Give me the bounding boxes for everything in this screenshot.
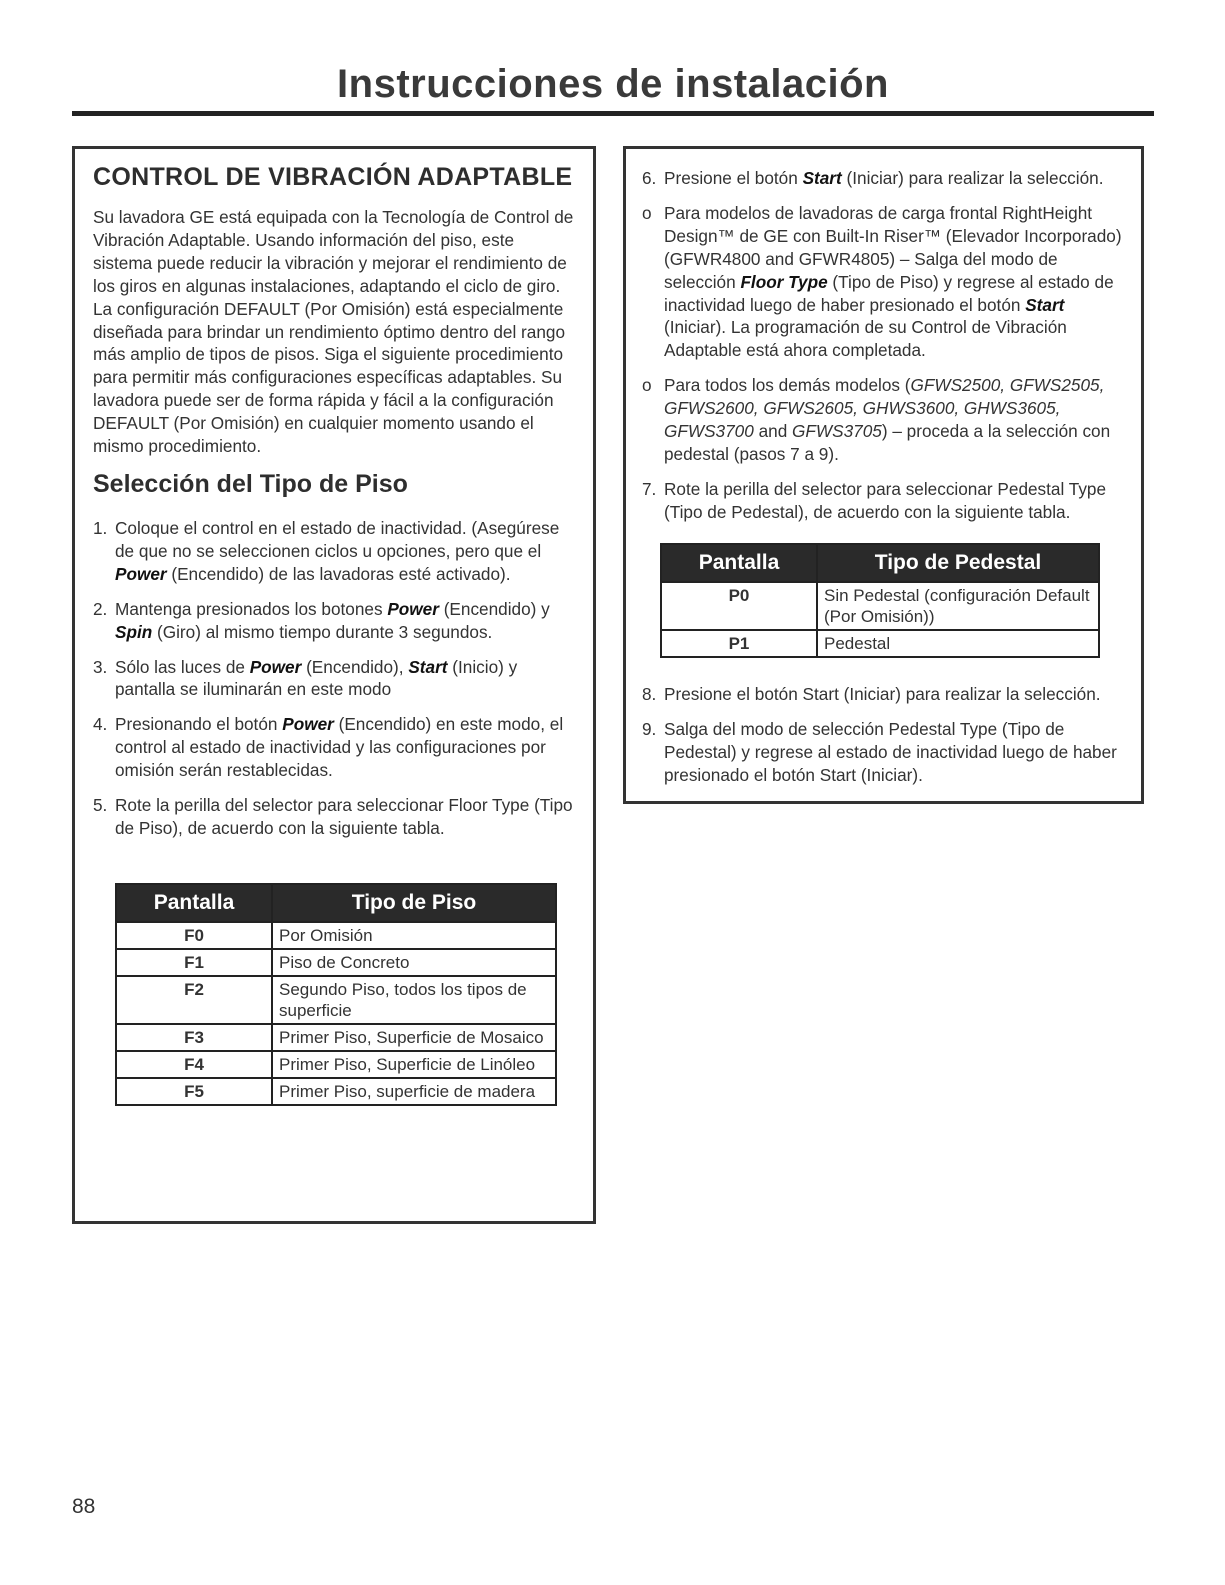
pedestal-type-desc: Pedestal (817, 630, 1099, 657)
list-item (642, 202, 1125, 362)
step-number: 6. (642, 168, 657, 188)
button-name: Power (282, 714, 334, 735)
step-text: Mantenga presionados los botones (115, 598, 388, 619)
step-text: Coloque el control en el estado de inactividad. (Asegúrese de que no se seleccionen ciclos u opciones, pero que el (115, 517, 560, 561)
floor-type-desc: Segundo Piso, todos los tipos de superficie (272, 976, 556, 1024)
section-heading: CONTROL DE VIBRACIÓN ADAPTABLE (93, 163, 573, 191)
step-text: Para modelos de lavadoras de carga frontal RightHeight Design™ de GE con Built-In Riser™ (Elevador Incorporado) (GFWR4800 and GFWR4805) – Salga del modo de selección (664, 202, 1122, 292)
table-header-pedestal-type: Tipo de Pedestal (817, 544, 1099, 582)
step-number: 8. (642, 684, 657, 704)
floor-type-table (115, 883, 557, 1106)
display-code: P1 (661, 630, 817, 657)
table-header-display: Pantalla (661, 544, 817, 582)
step-text: (Iniciar). La programación de su Control de Vibración Adaptable está ahora completada. (664, 317, 1067, 361)
list-item (642, 683, 1127, 706)
intro-paragraph: Su lavadora GE está equipada con la Tecnología de Control de Vibración Adaptable. Usando información del piso, este sistema puede reducir la vibración y mejorar el rendimiento de los giros en algunas instalaciones, adaptando el ciclo de giro. La configuración DEFAULT (Por Omisión) está especialmente diseñada para brindar un rendimiento óptimo dentro del rango más amplio de tipos de pisos. Siga el siguiente procedimiento para permitir más configuraciones específicas adaptables. Su lavadora puede ser de forma rápida y fácil a la configuración DEFAULT (Por Omisión) en cualquier momento usando el mismo procedimiento. (93, 207, 574, 457)
bullet-marker: o (642, 375, 652, 396)
floor-type-subheading: Selección del Tipo de Piso (93, 469, 408, 498)
list-item (93, 713, 575, 782)
button-name: Power (115, 563, 167, 584)
step-number: 1. (93, 517, 108, 538)
list-item (642, 478, 1125, 524)
step-text: Sólo las luces de (115, 656, 250, 677)
button-name: Power (387, 598, 439, 619)
step-text: (Encendido) de las lavadoras esté activado). (166, 563, 511, 584)
step-text: Presione el botón Start (Iniciar) para realizar la selección. (664, 684, 1101, 704)
title-rule (72, 111, 1154, 116)
step-text: Salga del modo de selección Pedestal Type (Tipo de Pedestal) y regrese al estado de inactividad luego de haber presionado el botón Start (Iniciar). (664, 718, 1117, 785)
pedestal-type-table (660, 543, 1100, 658)
floor-type-desc: Piso de Concreto (272, 949, 556, 976)
list-item (93, 517, 575, 586)
table-row (116, 1024, 556, 1051)
table-row (661, 582, 1099, 630)
step-text: and (753, 421, 793, 442)
page-number: 88 (72, 1495, 96, 1518)
step-number: 3. (93, 656, 108, 677)
step-text: (Giro) al mismo tiempo durante 3 segundos. (152, 621, 493, 642)
display-code: F1 (116, 949, 272, 976)
list-item (93, 656, 575, 702)
display-code: P0 (661, 582, 817, 630)
button-name: Start (1025, 294, 1065, 315)
list-item (93, 794, 575, 840)
list-item (642, 374, 1125, 466)
step-text: (Tipo de Piso) y regrese al estado de inactividad luego de haber presionado el botón (664, 271, 1114, 315)
page-title: Instrucciones de instalación (337, 62, 889, 106)
vibration-control-section (72, 146, 596, 1224)
display-code: F4 (116, 1051, 272, 1078)
final-steps (642, 683, 1127, 799)
step-text: Rote la perilla del selector para seleccionar Pedestal Type (Tipo de Pedestal), de acuerdo con la siguiente tabla. (664, 478, 1107, 522)
step-text: Rote la perilla del selector para seleccionar Floor Type (Tipo de Piso), de acuerdo con la siguiente tabla. (115, 795, 573, 838)
step-text: (Inicio) y pantalla se iluminarán en este modo (115, 656, 518, 700)
button-name: Power (249, 656, 302, 677)
button-name: Start (408, 656, 448, 677)
table-header-display: Pantalla (116, 884, 272, 922)
bullet-marker: o (642, 202, 652, 223)
table-row (116, 949, 556, 976)
step-text: (Encendido), (301, 656, 409, 677)
step-number: 2. (93, 598, 108, 619)
floor-type-desc: Primer Piso, Superficie de Mosaico (272, 1024, 556, 1051)
display-code: F2 (116, 976, 272, 1024)
step-number: 4. (93, 714, 108, 735)
floor-type-desc: Por Omisión (272, 922, 556, 949)
step-number: 9. (642, 718, 657, 739)
floor-type-desc: Primer Piso, Superficie de Linóleo (272, 1051, 556, 1078)
step-text: (Encendido) y (438, 598, 550, 619)
table-row (661, 630, 1099, 657)
list-item (93, 598, 575, 644)
step-text: (Encendido) en este modo, el control al estado de inactividad y las configuraciones por omisión serán restablecidas. (115, 714, 564, 781)
button-name: Spin (115, 621, 153, 642)
table-row (116, 1051, 556, 1078)
table-row (116, 976, 556, 1024)
table-row (116, 922, 556, 949)
model-list: GFWS3705 (792, 421, 882, 442)
model-list: GFWS2500, GFWS2505, GFWS2600, GFWS2605, GHWS3600, GHWS3605, GFWS3700 (664, 375, 1105, 442)
pedestal-type-desc: Sin Pedestal (configuración Default (Por Omisión)) (817, 582, 1099, 630)
floor-type-desc: Primer Piso, superficie de madera (272, 1078, 556, 1105)
step-text: Presione el botón (664, 168, 803, 188)
table-header-floor-type: Tipo de Piso (272, 884, 556, 922)
list-item (642, 167, 1125, 190)
pedestal-section (623, 146, 1144, 804)
display-code: F0 (116, 922, 272, 949)
step-text: ) – proceda a la selección con pedestal (pasos 7 a 9). (664, 421, 1111, 464)
display-code: F3 (116, 1024, 272, 1051)
step-number: 7. (642, 478, 657, 499)
table-row (116, 1078, 556, 1105)
step-text: (Iniciar) para realizar la selección. (841, 168, 1104, 188)
step-text: Para todos los demás modelos ( (664, 375, 911, 396)
step-number: 5. (93, 795, 108, 816)
mode-name: Floor Type (740, 271, 828, 292)
step-text: Presionando el botón (115, 714, 283, 735)
display-code: F5 (116, 1078, 272, 1105)
button-name: Start (802, 168, 842, 188)
list-item (642, 718, 1127, 787)
